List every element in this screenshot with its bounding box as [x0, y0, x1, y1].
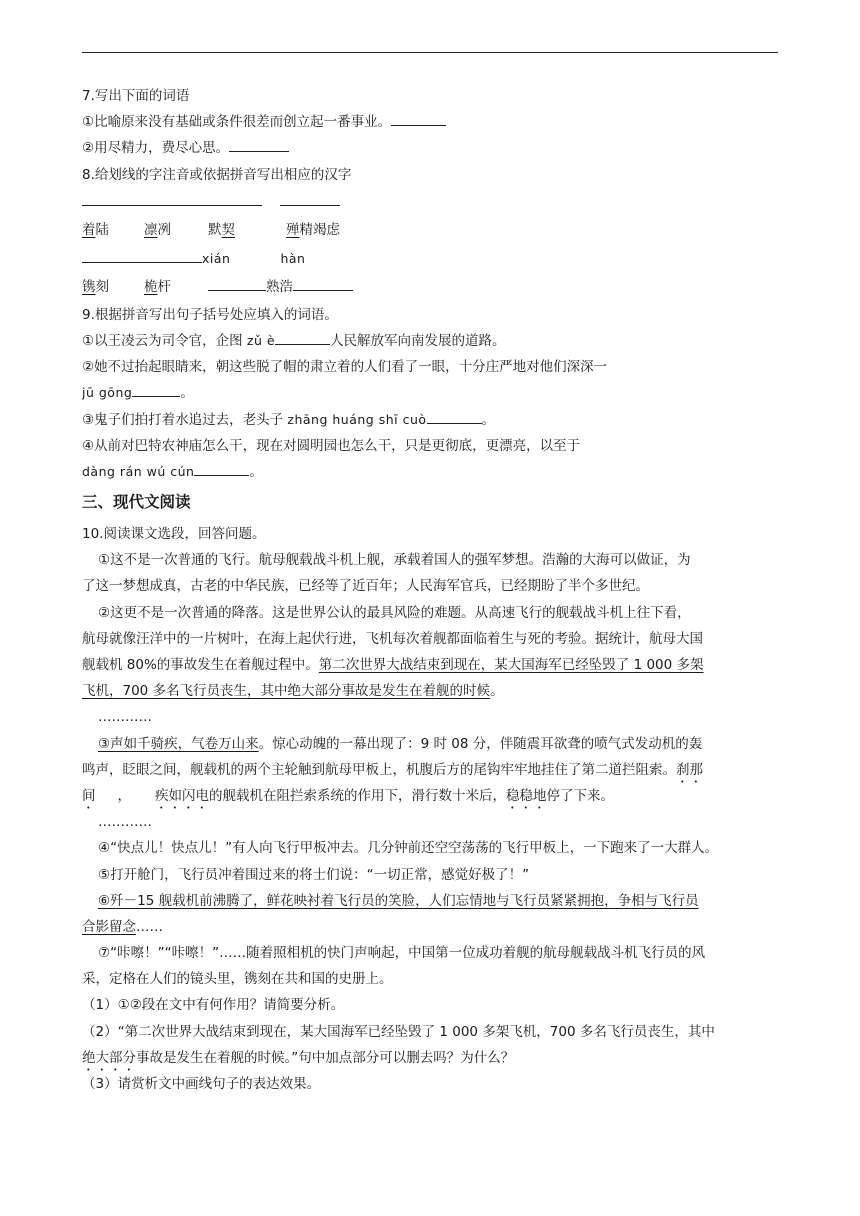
word-item: 殚精竭虑: [286, 222, 340, 239]
pinyin: dàng rán wú cún: [82, 463, 195, 479]
q8-blank-row-1: [82, 188, 782, 217]
passage-p6-line: ⑥歼－15 舰载机前沸腾了，鲜花映衬着飞行员的笑脸，人们忘情地与飞行员紧紧拥抱，争相与飞行员: [98, 892, 699, 909]
q9-sentence-4-cont: dàng rán wú cún 。: [82, 459, 782, 485]
q8-word-row-2: [82, 273, 782, 302]
answer-blank[interactable]: [427, 408, 482, 424]
word-item: 镌刻: [82, 279, 109, 296]
sub-question-3: （3）请赏析文中画线句子的表达效果。: [82, 1076, 321, 1092]
word-item: 熟: [208, 273, 280, 302]
passage-p3-line: 间 ， 疾如闪电的舰载机在阻拦索系统的作用下，滑行数十米后，稳稳地停了下来。: [82, 787, 614, 804]
section-heading: 三、现代文阅读: [82, 493, 191, 512]
sub-question-1: （1）①②段在文中有何作用？请简要分析。: [82, 997, 345, 1014]
answer-blank[interactable]: [280, 190, 340, 206]
word-item: 默契: [208, 222, 235, 239]
passage-p6-line: 合影留念……: [82, 918, 163, 935]
q9-sentence-1: ①以王凌云为司令官，企图 zǔ è 人民解放军向南发展的道路。: [82, 328, 782, 354]
answer-blank[interactable]: [142, 190, 202, 206]
q9-sentence-2-cont: jū gōng 。: [82, 380, 782, 406]
passage-p3-line: 鸣声，眨眼之间，舰载机的两个主轮触到航母甲板上，机腹后方的尾钩牢牢地挂住了第二道拦阻索。刹那: [82, 761, 703, 778]
q8-word-row-1: [82, 216, 782, 245]
answer-blank[interactable]: [82, 190, 142, 206]
word-item: 浩: [280, 273, 354, 302]
q7-item-2: ②用尽精力，费尽心思。: [82, 135, 782, 161]
passage-p2-line: 航母就像汪洋中的一片树叶，在海上起伏行进，飞机每次着舰都面临着生与死的考验。据统计，航母大国: [82, 630, 703, 647]
sub-question-2-cont: 绝大部分事故是发生在着舰的时候。”句中加点部分可以删去吗？为什么？: [82, 1049, 515, 1066]
answer-blank[interactable]: [229, 136, 289, 152]
answer-blank[interactable]: [202, 190, 262, 206]
document-body: [82, 83, 782, 1097]
q9-sentence-2: ②她不过抬起眼睛来，朝这些脱了帽的肃立着的人们看了一眼，十分庄严地对他们深深一: [82, 359, 608, 376]
pinyin: jū gōng: [82, 385, 133, 401]
passage-p1-line: ①这不是一次普通的飞行。航母舰载战斗机上舰，承载着国人的强军梦想。浩瀚的大海可以做证，为: [98, 552, 691, 569]
q8-blank-row-2: [82, 245, 782, 274]
q9-sentence-4: ④从前对巴特农神庙怎么干，现在对圆明园也怎么干，只是更彻底，更漂亮，以至于: [82, 437, 581, 454]
passage-p3-line: ③声如千骑疾，气卷万山来。惊心动魄的一幕出现了：9 时 08 分，伴随震耳欲聋的喷气式发动机的轰: [98, 735, 703, 752]
answer-blank[interactable]: [208, 275, 266, 291]
q7-item-1: ①比喻原来没有基础或条件很差而创立起一番事业。: [82, 109, 782, 135]
passage-p7-line: 采，定格在人们的镜头里，镌刻在共和国的史册上。: [82, 971, 393, 988]
passage-p2-line: 舰载机 80%的事故发生在着舰过程中。第二次世界大战结束到现在，某大国海军已经坠毁了 1 000 多架: [82, 657, 704, 673]
sub-question-2: （2）“第二次世界大战结束到现在，某大国海军已经坠毁了 1 000 多架飞机，700 多名飞行员丧生，其中: [82, 1023, 715, 1040]
answer-blank[interactable]: [82, 247, 142, 263]
q8-title: 8.给划线的字注音或依据拼音写出相应的汉字: [82, 166, 352, 183]
pinyin: zhāng huáng shī cuò: [287, 411, 427, 427]
passage-p7-line: ⑦“咔嚓！”“咔嚓！”……随着照相机的快门声响起，中国第一位成功着舰的航母舰载战斗机飞行员的风: [98, 945, 706, 962]
answer-blank[interactable]: [275, 329, 330, 345]
passage-p2-line: 飞机，700 多名飞行员丧生，其中绝大部分事故是发生在着舰的时候。: [82, 683, 504, 700]
q9-sentence-3: ③鬼子们拍打着水追过去，老头子 zhāng huáng shī cuò 。: [82, 407, 782, 433]
passage-p2-line: ②这更不是一次普通的降落。这是世界公认的最具风险的难题。从高速飞行的舰载战斗机上往下看，: [98, 604, 691, 621]
passage-p4: ④“快点儿！快点儿！”有人向飞行甲板冲去。几分钟前还空空荡荡的飞行甲板上，一下跑来了一大群人。: [98, 840, 719, 857]
word-item: 桅杆: [144, 279, 171, 296]
answer-blank[interactable]: [132, 381, 180, 397]
answer-blank[interactable]: [391, 110, 446, 126]
ellipsis: …………: [98, 814, 152, 831]
word-item: 着陆: [82, 222, 109, 239]
ellipsis: …………: [98, 709, 152, 726]
passage-p5: ⑤打开舱门，飞行员冲着围过来的将士们说：“一切正常，感觉好极了！”: [98, 866, 530, 883]
answer-blank[interactable]: [142, 247, 202, 263]
passage-p1-line: 了这一梦想成真，古老的中华民族，已经等了近百年；人民海军官兵，已经期盼了半个多世纪。: [82, 578, 649, 595]
pinyin: xián: [202, 250, 231, 266]
answer-blank[interactable]: [194, 460, 249, 476]
q7-title: 7.写出下面的词语: [82, 88, 190, 104]
q9-title: 9.根据拼音写出句子括号处应填入的词语。: [82, 306, 338, 323]
word-item: 凛冽: [144, 222, 171, 239]
header-rule: [82, 52, 778, 53]
pinyin: zǔ è: [246, 332, 276, 348]
pinyin: hàn: [280, 250, 306, 266]
answer-blank[interactable]: [293, 275, 353, 291]
q10-title: 10.阅读课文选段，回答问题。: [82, 526, 266, 543]
